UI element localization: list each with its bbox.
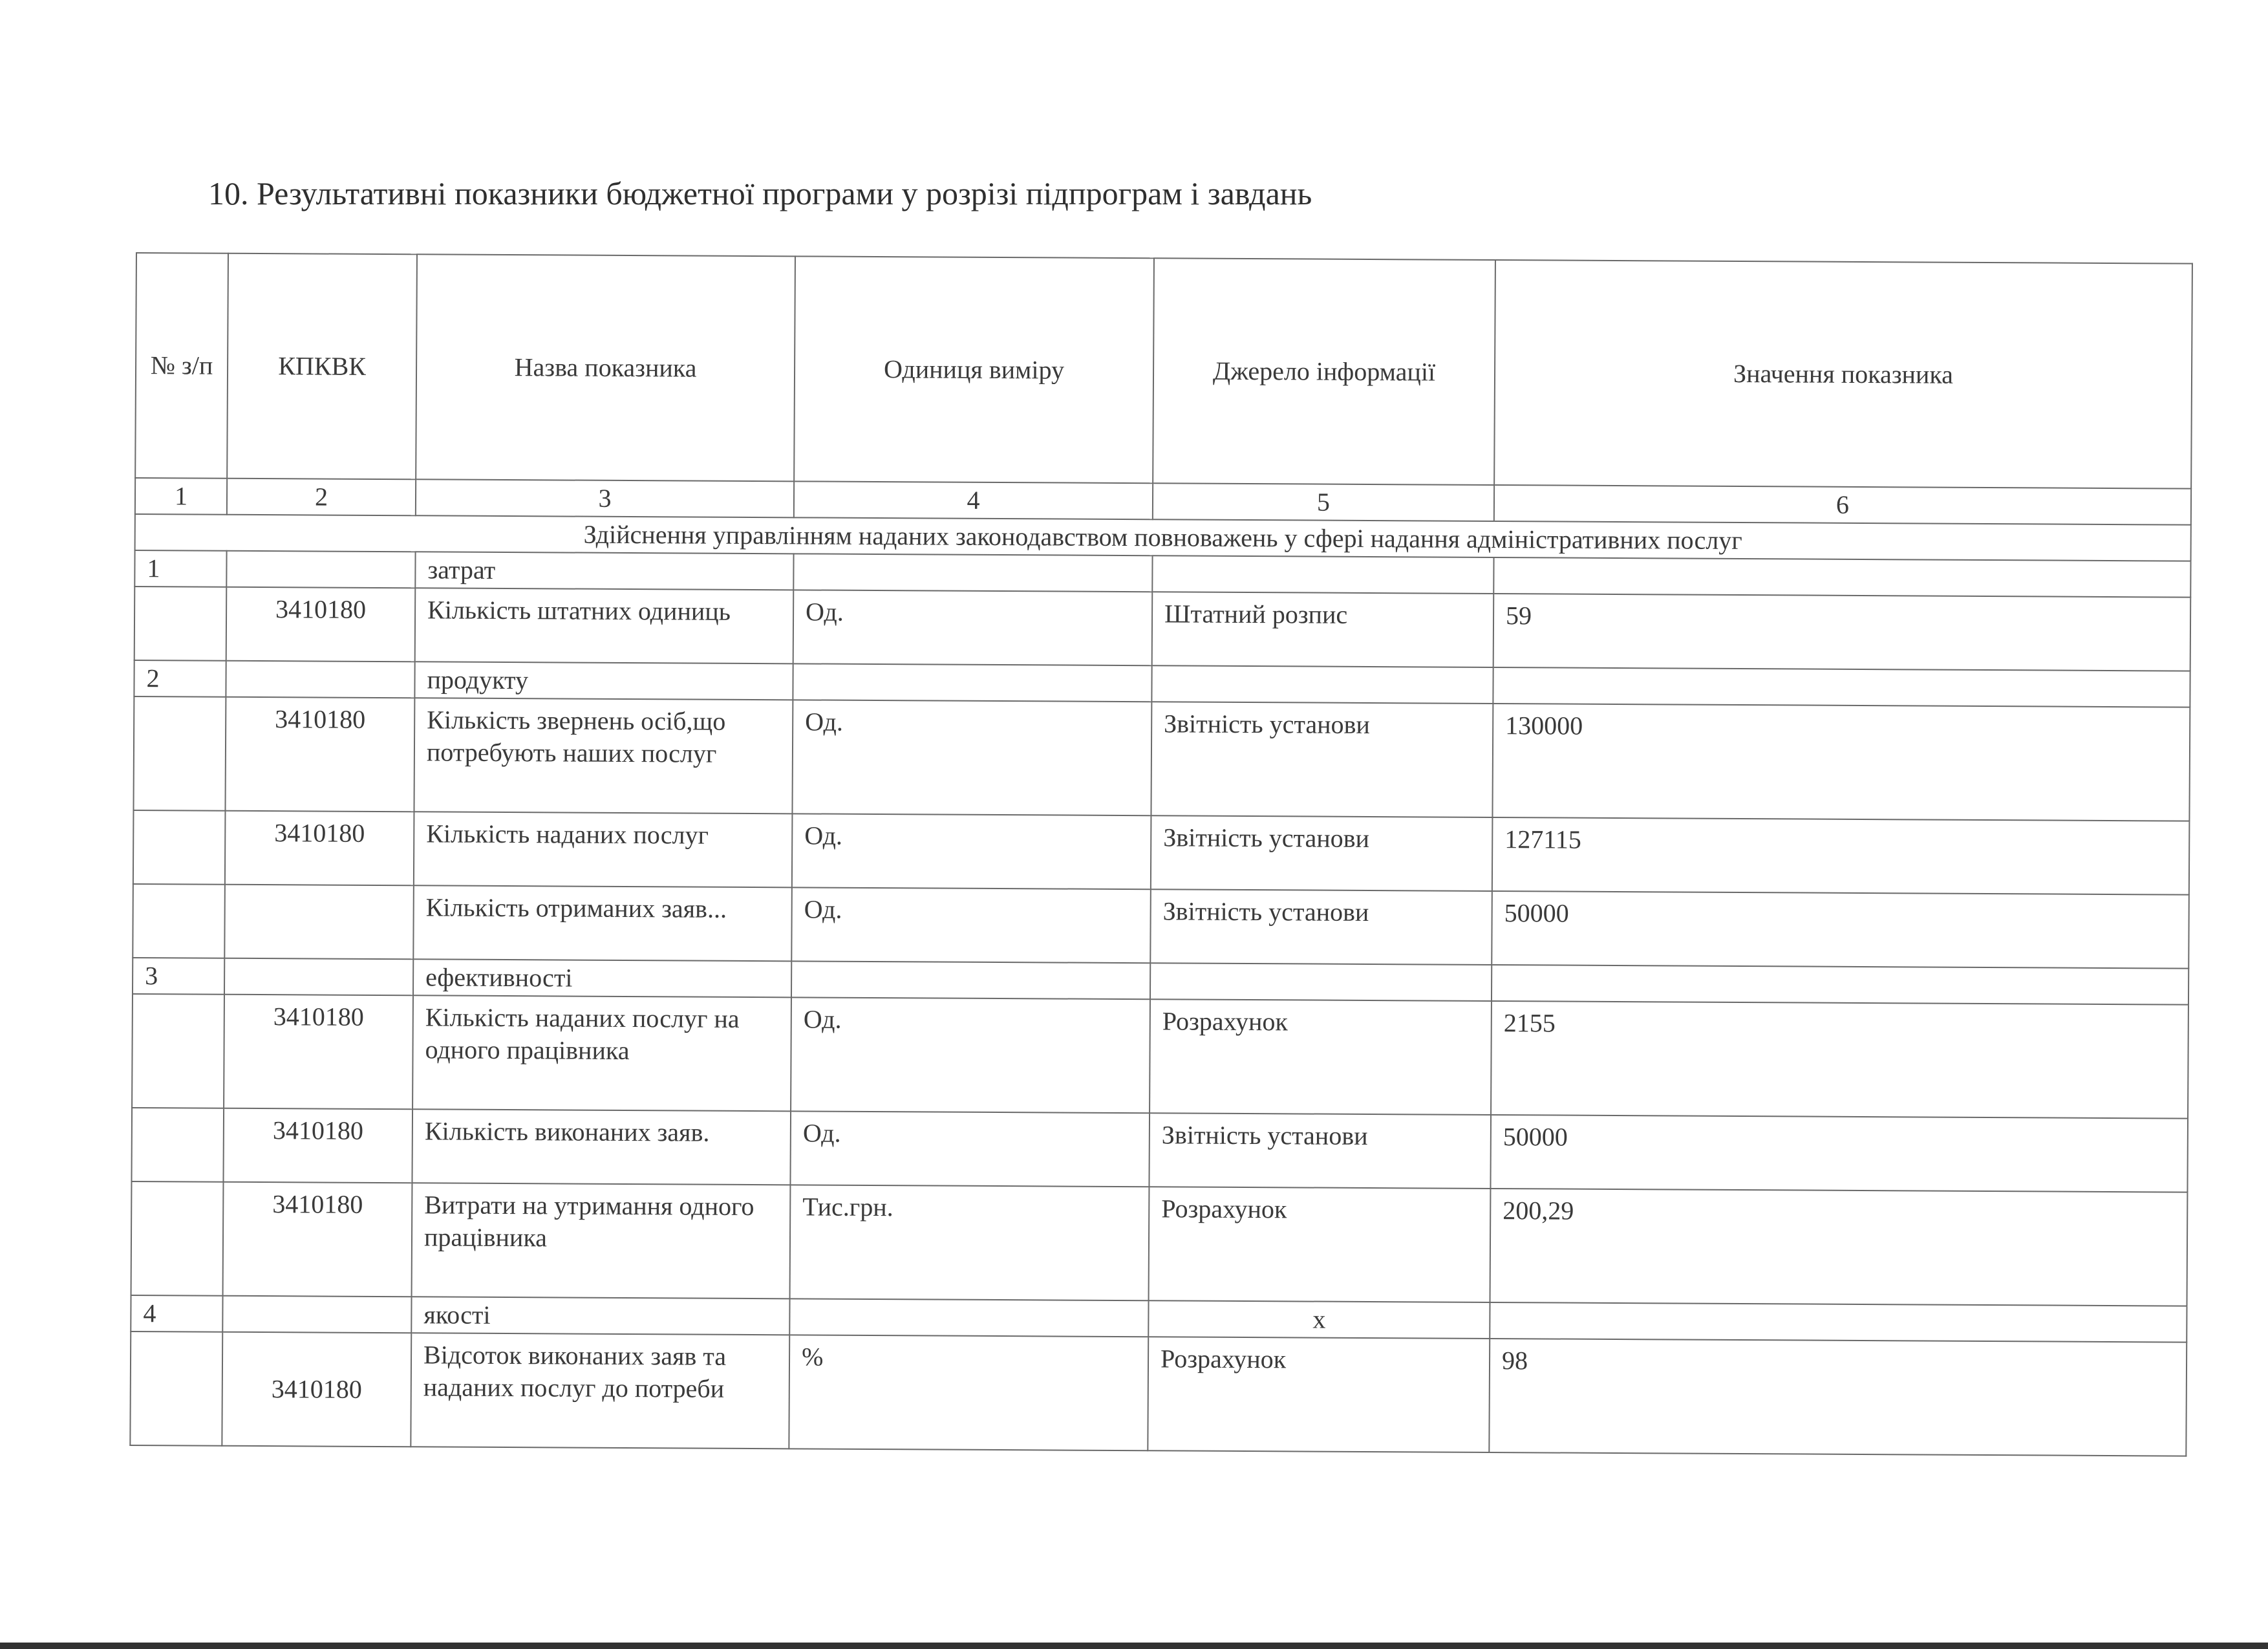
indicators-table: [129, 252, 2193, 1457]
header-source: Джерело інформації: [1153, 258, 1495, 485]
page-title: 10. Результативні показники бюджетної програми у розрізі підпрограм і завдань: [208, 175, 1312, 211]
group-name: якості: [411, 1297, 789, 1335]
source-cell: Звітність установи: [1151, 702, 1493, 817]
table-row: [134, 587, 2191, 671]
unit-cell: %: [789, 1335, 1148, 1450]
column-number: 5: [1153, 483, 1494, 521]
unit-cell: Тис.грн.: [790, 1185, 1150, 1300]
source-cell: Звітність установи: [1149, 1113, 1491, 1189]
value-cell: 50000: [1492, 891, 2189, 969]
value-cell: 127115: [1492, 817, 2190, 895]
table-row: [130, 1331, 2187, 1456]
column-number: 6: [1494, 485, 2191, 525]
header-indicator-name: Назва показника: [416, 254, 795, 481]
kpkvk-cell: 3410180: [226, 587, 416, 662]
value-cell: 130000: [1492, 704, 2190, 821]
group-number: 2: [134, 660, 226, 697]
indicator-name-cell: Витрати на утримання одного працівника: [412, 1183, 791, 1299]
column-number: 3: [416, 479, 794, 517]
group-extra-mark: х: [1148, 1300, 1490, 1339]
column-number: 1: [135, 478, 227, 515]
indicator-name-cell: Кількість виконаних заяв.: [412, 1109, 791, 1185]
kpkvk-cell: 3410180: [225, 811, 414, 886]
unit-cell: Од.: [791, 887, 1151, 963]
unit-cell: Од.: [792, 814, 1151, 889]
indicator-name-cell: Кількість штатних одиниць: [415, 588, 794, 663]
group-number: 1: [134, 550, 226, 587]
header-row: [135, 253, 2192, 489]
source-cell: Звітність установи: [1151, 815, 1493, 891]
header-unit: Одиниця виміру: [794, 256, 1154, 483]
indicator-name-cell: Кількість отриманих заяв...: [413, 885, 792, 961]
kpkvk-cell: 3410180: [222, 1332, 411, 1447]
source-cell: Звітність установи: [1150, 889, 1492, 965]
unit-cell: Од.: [791, 997, 1150, 1113]
source-cell: Розрахунок: [1149, 1187, 1491, 1302]
kpkvk-cell: [224, 885, 414, 960]
source-cell: Розрахунок: [1150, 999, 1492, 1115]
table-row: [133, 696, 2190, 821]
task-title: Здійснення управлінням наданих законодавством повноважень у сфері надання адміністративних послуг: [135, 514, 2191, 561]
indicator-name-cell: Кількість наданих послуг: [414, 812, 793, 887]
kpkvk-cell: 3410180: [225, 697, 414, 812]
header-kpkvk: КПКВК: [227, 253, 417, 480]
column-number: 2: [227, 479, 416, 516]
table-row: [132, 994, 2188, 1119]
kpkvk-cell: 3410180: [224, 995, 413, 1110]
scan-edge-bar: [0, 1643, 2268, 1649]
group-name: затрат: [415, 552, 793, 590]
header-number: № з/п: [135, 253, 228, 479]
value-cell: 59: [1493, 594, 2191, 671]
source-cell: Штатний розпис: [1152, 592, 1494, 667]
value-cell: 200,29: [1490, 1189, 2188, 1306]
indicator-name-cell: Кількість звернень осіб,що потребують наших послуг: [414, 698, 793, 814]
value-cell: 50000: [1490, 1115, 2188, 1192]
value-cell: 2155: [1491, 1001, 2188, 1119]
kpkvk-cell: 3410180: [223, 1108, 412, 1183]
table-row: [131, 1108, 2188, 1192]
indicator-name-cell: Кількість наданих послуг на одного працівника: [412, 995, 791, 1111]
table-row: [133, 810, 2190, 895]
value-cell: 98: [1489, 1339, 2187, 1456]
unit-cell: Од.: [790, 1111, 1150, 1187]
header-value: Значення показника: [1494, 260, 2192, 489]
group-name: ефективності: [413, 959, 791, 997]
group-name: продукту: [414, 662, 793, 700]
unit-cell: Од.: [792, 700, 1151, 815]
indicator-name-cell: Відсоток виконаних заяв та наданих послуг до потреби: [411, 1333, 789, 1449]
table-row: [133, 884, 2189, 969]
kpkvk-cell: 3410180: [223, 1182, 412, 1297]
group-number: 3: [133, 958, 224, 995]
unit-cell: Од.: [793, 590, 1153, 665]
table-row: [131, 1181, 2188, 1306]
source-cell: Розрахунок: [1148, 1337, 1490, 1452]
group-number: 4: [131, 1295, 222, 1332]
column-number: 4: [794, 481, 1153, 519]
